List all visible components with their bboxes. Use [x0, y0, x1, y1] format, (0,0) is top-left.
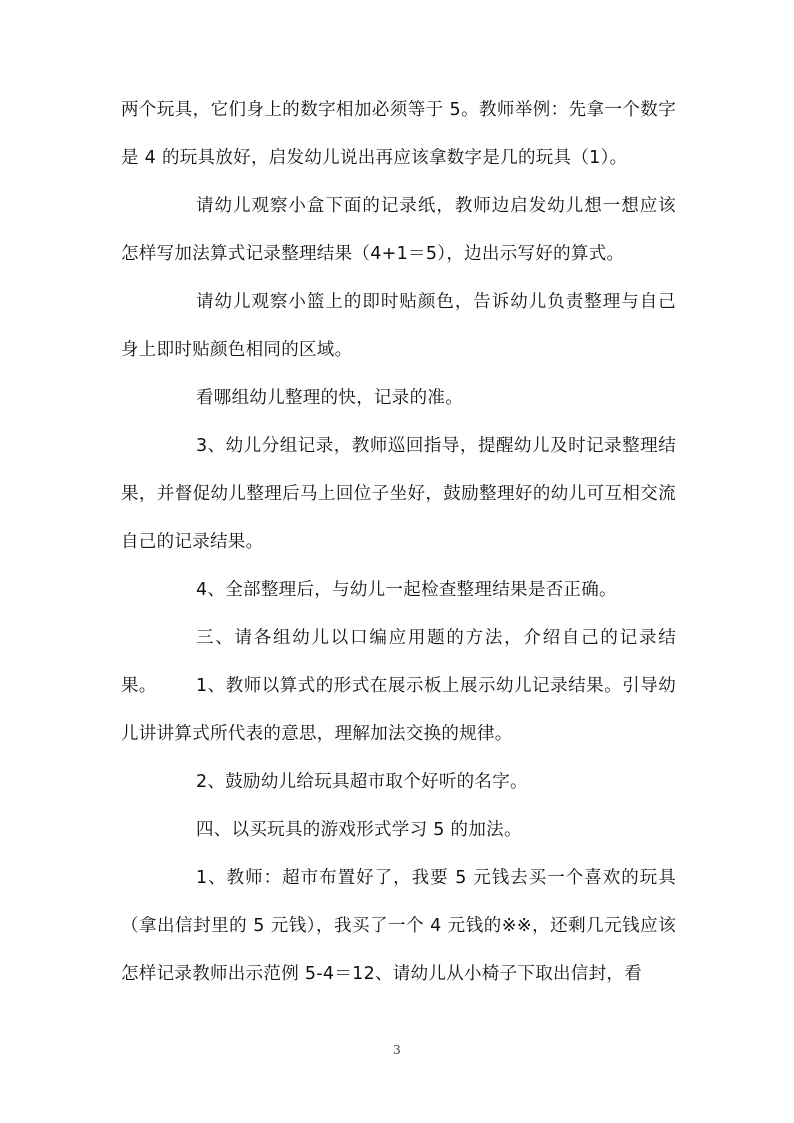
paragraph-record-paper: 请幼儿观察小盒下面的记录纸，教师边启发幼儿想一想应该怎样写加法算式记录整理结果（4+1＝5），边出示写好的算式。 — [121, 196, 676, 264]
paragraph-section4-item-1: 1、教师：超市布置好了，我要 5 元钱去买一个喜欢的玩具（拿出信封里的 5 元钱），我买了一个 4 元钱的※※，还剩几元钱应该怎样记录教师出示范例 5-4＝12、请幼儿从小椅子下取出信封，看 — [121, 868, 676, 984]
paragraph-section3-item-1: 1、教师以算式的形式在展示板上展示幼儿记录结果。引导幼儿讲讲算式所代表的意思，理解加法交换的规律。 — [121, 676, 676, 744]
paragraph-section3-item-2: 2、鼓励幼儿给玩具超市取个好听的名字。 — [196, 772, 528, 792]
section-heading-three: 三、请各组幼儿以口编应用题的方法，介绍自己的记录结果。 — [121, 628, 676, 696]
paragraph-step-4: 4、全部整理后，与幼儿一起检查整理结果是否正确。 — [196, 580, 617, 600]
paragraph-which-group: 看哪组幼儿整理的快，记录的准。 — [196, 388, 463, 408]
page-number: 3 — [393, 1043, 401, 1057]
paragraph-step-3: 3、幼儿分组记录，教师巡回指导，提醒幼儿及时记录整理结果，并督促幼儿整理后马上回位子坐好，鼓励整理好的幼儿可互相交流自己的记录结果。 — [121, 436, 676, 552]
section-heading-four: 四、以买玩具的游戏形式学习 5 的加法。 — [196, 820, 522, 840]
paragraph-sticker-color: 请幼儿观察小篮上的即时贴颜色，告诉幼儿负责整理与自己身上即时贴颜色相同的区域。 — [121, 292, 676, 360]
paragraph-continued: 两个玩具，它们身上的数字相加必须等于 5。教师举例：先拿一个数字是 4 的玩具放好，启发幼儿说出再应该拿数字是几的玩具（1）。 — [121, 100, 676, 168]
